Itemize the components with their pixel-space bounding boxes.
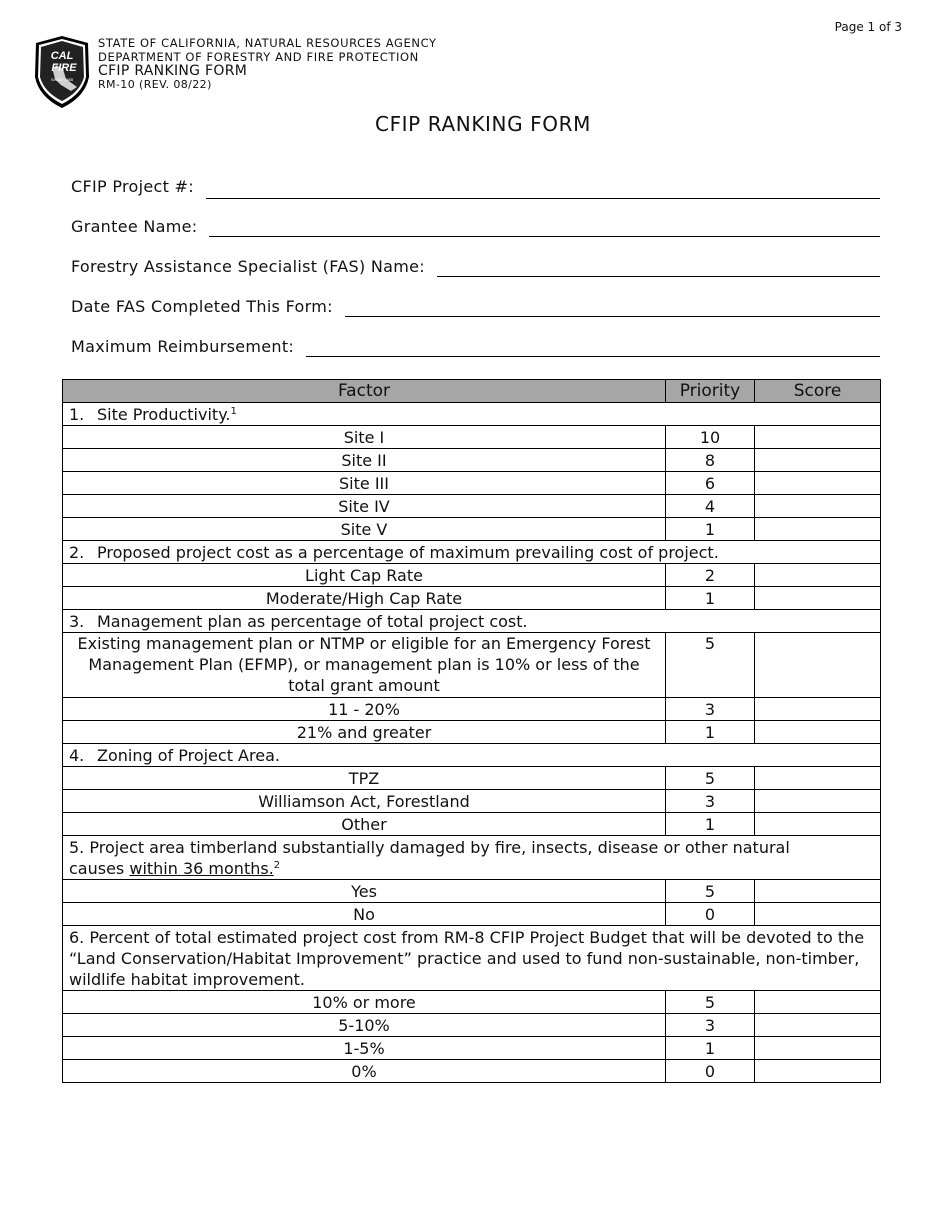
max-reimbursement-input[interactable] [306,355,880,357]
section-title: Zoning of Project Area. [97,745,280,765]
priority-cell: 8 [666,449,755,472]
score-cell[interactable] [755,991,881,1014]
factor-cell: Existing management plan or NTMP or eligible for an Emergency Forest Management Plan (EFMP), or management plan is 10% or less of the total grant amount [63,633,666,698]
section-title: 6. Percent of total estimated project cost from RM-8 CFIP Project Budget that will be devoted to the “Land Conservation/Habitat Improvement” practice and used to fund non-sustainable, non-timber, wildlife habitat improvement. [69,927,865,989]
agency-line-2: DEPARTMENT OF FORESTRY AND FIRE PROTECTION [98,50,419,64]
cal-fire-logo [33,35,91,109]
factor-cell: Site I [63,426,666,449]
form-name: CFIP RANKING FORM [98,63,248,79]
score-cell[interactable] [755,564,881,587]
section-project-cost [63,541,881,564]
factor-cell: 21% and greater [63,721,666,744]
priority-cell: 3 [666,698,755,721]
section-site-productivity [63,403,881,426]
score-cell[interactable] [755,472,881,495]
logo-text-top: CAL [50,50,74,62]
priority-cell: 0 [666,1060,755,1083]
section-management-plan [63,610,881,633]
header-factor: Factor [63,380,666,403]
fas-name-field [71,245,880,285]
priority-cell: 1 [666,587,755,610]
max-reimbursement-field [71,325,880,365]
priority-cell: 0 [666,903,755,926]
form-code: RM-10 (REV. 08/22) [98,78,212,91]
factor-cell: Site II [63,449,666,472]
priority-cell: 3 [666,790,755,813]
factor-cell: Moderate/High Cap Rate [63,587,666,610]
footnote-marker: 1 [230,405,237,417]
priority-cell: 1 [666,1037,755,1060]
score-cell[interactable] [755,1037,881,1060]
section-number: 1. [69,404,85,424]
section-title: Site Productivity. [97,404,231,424]
factor-cell: 10% or more [63,991,666,1014]
table-row [63,813,881,836]
factor-cell: Site V [63,518,666,541]
header-score: Score [755,380,881,403]
table-row [63,518,881,541]
priority-cell: 1 [666,813,755,836]
table-row [63,587,881,610]
score-cell[interactable] [755,633,881,698]
grantee-name-label: Grantee Name: [71,217,198,236]
priority-cell: 5 [666,767,755,790]
score-cell[interactable] [755,1060,881,1083]
score-cell[interactable] [755,903,881,926]
logo-since: SINCE 1885 [50,77,74,82]
table-row [63,698,881,721]
table-row [63,991,881,1014]
factor-cell: 11 - 20% [63,698,666,721]
table-row [63,633,881,698]
section-title: Proposed project cost as a percentage of maximum prevailing cost of project. [97,542,719,562]
page-title: CFIP RANKING FORM [375,112,591,136]
ranking-table [62,379,881,1083]
priority-cell: 4 [666,495,755,518]
table-row [63,1014,881,1037]
priority-cell: 1 [666,721,755,744]
form-fields [71,165,880,365]
factor-cell: Site III [63,472,666,495]
underlined-text: within 36 months. [129,858,274,878]
section-number: 4. [69,745,85,765]
priority-cell: 10 [666,426,755,449]
agency-line-1: STATE OF CALIFORNIA, NATURAL RESOURCES AGENCY [98,36,437,50]
fas-name-input[interactable] [437,275,880,277]
score-cell[interactable] [755,698,881,721]
section-title: 5. Project area timberland substantially damaged by fire, insects, disease or other natural causes [69,837,790,878]
table-row [63,449,881,472]
factor-cell: TPZ [63,767,666,790]
section-title: Management plan as percentage of total project cost. [97,611,528,631]
score-cell[interactable] [755,790,881,813]
page-number: Page 1 of 3 [834,20,902,34]
date-completed-input[interactable] [345,315,880,317]
section-habitat-improvement [63,926,881,991]
priority-cell: 5 [666,633,755,698]
priority-cell: 6 [666,472,755,495]
grantee-name-field [71,205,880,245]
score-cell[interactable] [755,767,881,790]
table-row [63,495,881,518]
table-row [63,721,881,744]
priority-cell: 1 [666,518,755,541]
score-cell[interactable] [755,426,881,449]
score-cell[interactable] [755,449,881,472]
priority-cell: 5 [666,991,755,1014]
score-cell[interactable] [755,518,881,541]
factor-cell: 1-5% [63,1037,666,1060]
factor-cell: No [63,903,666,926]
project-number-input[interactable] [206,197,880,199]
date-completed-field [71,285,880,325]
factor-cell: Light Cap Rate [63,564,666,587]
factor-cell: Site IV [63,495,666,518]
factor-cell: 5-10% [63,1014,666,1037]
table-row [63,790,881,813]
table-row [63,564,881,587]
factor-cell: 0% [63,1060,666,1083]
score-cell[interactable] [755,495,881,518]
agency-header [98,36,437,92]
table-row [63,426,881,449]
max-reimbursement-label: Maximum Reimbursement: [71,337,295,356]
table-header [63,380,881,403]
table-row [63,767,881,790]
grantee-name-input[interactable] [209,235,880,237]
score-cell[interactable] [755,813,881,836]
logo-text-bottom: FIRE [51,62,77,74]
priority-cell: 3 [666,1014,755,1037]
project-number-label: CFIP Project #: [71,177,194,196]
priority-cell: 5 [666,880,755,903]
header-priority: Priority [666,380,755,403]
factor-cell: Other [63,813,666,836]
table-row [63,1060,881,1083]
footnote-marker: 2 [273,859,281,871]
section-timberland-damage [63,836,881,880]
section-number: 2. [69,542,85,562]
priority-cell: 2 [666,564,755,587]
score-cell[interactable] [755,1014,881,1037]
score-cell[interactable] [755,587,881,610]
score-cell[interactable] [755,880,881,903]
project-number-field [71,165,880,205]
table-row [63,1037,881,1060]
table-row [63,903,881,926]
score-cell[interactable] [755,721,881,744]
fas-name-label: Forestry Assistance Specialist (FAS) Name: [71,257,425,276]
section-number: 3. [69,611,85,631]
table-row [63,472,881,495]
factor-cell: Yes [63,880,666,903]
factor-cell: Williamson Act, Forestland [63,790,666,813]
date-completed-label: Date FAS Completed This Form: [71,297,333,316]
section-zoning [63,744,881,767]
table-row [63,880,881,903]
